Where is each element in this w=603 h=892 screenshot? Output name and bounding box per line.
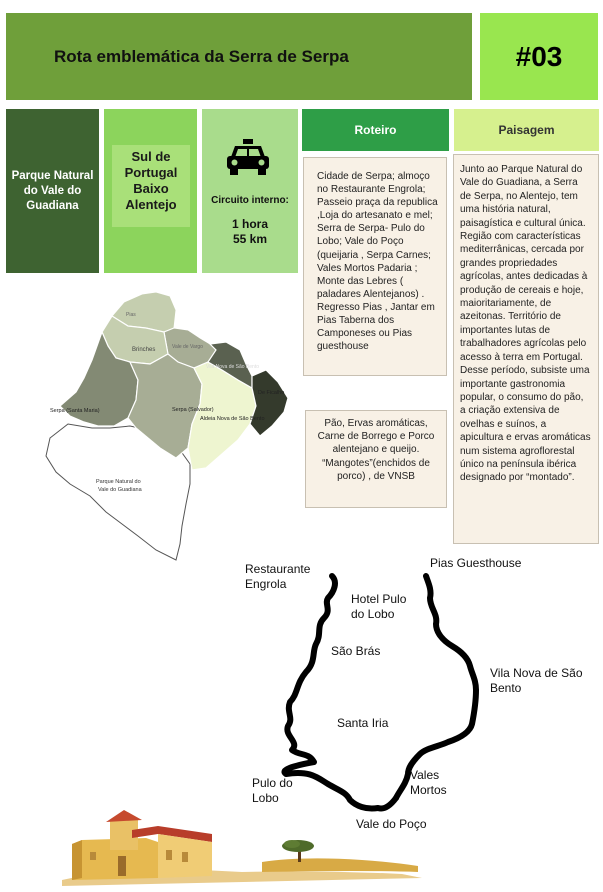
municipality-map xyxy=(40,288,305,563)
paisagem-heading-text: Paisagem xyxy=(498,123,555,137)
map-label-serpa-maria: Serpa (Santa Maria) xyxy=(50,408,100,414)
region-line: Portugal xyxy=(124,165,178,180)
stop-vila-nova xyxy=(490,666,583,696)
route-code: #03 xyxy=(515,40,563,72)
region-line: Sul de xyxy=(131,149,171,164)
roteiro-heading xyxy=(302,109,449,151)
region-label xyxy=(112,145,190,227)
region-line: Alentejo xyxy=(125,197,177,212)
map-label-park-line1: Parque Natural do xyxy=(96,479,141,485)
field xyxy=(262,858,418,872)
roteiro-heading-text: Roteiro xyxy=(354,123,397,137)
circuit-distance: 55 km xyxy=(232,232,268,246)
circuit-time xyxy=(202,217,298,247)
page-title: Rota emblemática da Serra de Serpa xyxy=(54,46,349,66)
stop-hotel xyxy=(351,592,406,622)
stop-label: Vila Nova de São xyxy=(490,666,583,680)
stop-label: Pulo do xyxy=(252,776,293,790)
farmhouse-illustration xyxy=(62,800,422,888)
stop-label: Vales xyxy=(410,768,440,782)
stop-restaurante xyxy=(245,562,310,592)
map-label-vila-nova: Vila Nova de São Bento xyxy=(206,364,260,370)
title-banner xyxy=(6,13,472,100)
food-text: Pão, Ervas aromáticas, Carne de Borrego e Porco alentejano e queijo. “Mangotes”(enchidos de porco) , de VNSB xyxy=(305,410,447,508)
map-label-aldeia-nova: Aldeia Nova de São Bento xyxy=(200,416,265,422)
route-code-banner xyxy=(480,13,598,100)
map-label-serpa-salvador: Serpa (Salvador) xyxy=(172,407,214,413)
stop-vale-poco: Vale do Poço xyxy=(356,817,427,831)
park-card xyxy=(6,109,99,273)
paisagem-heading xyxy=(454,109,599,151)
stop-label: Engrola xyxy=(245,577,287,591)
paisagem-text: Junto ao Parque Natural do Vale do Guadiana, a Serra de Serpa, no Alentejo, tem uma história natural, paisagística e cultural única. Região com características mediterrânicas, cercada por grandes propriedades agrícolas, antes dedicadas à produção de cereais e hoje, maioritariamente, de azeitonas. Território de importantes lutas de trabalhadores agrícolas pelo acesso à terra em Portugal. Desse período, subsiste uma importante gastronomia popular, o consumo do pão, a criação extensiva de ovelhas e suínos, a apicultura e ervas aromáticas num sistema agroflorestal único na península ibérica designado por “montado”. xyxy=(453,154,599,544)
roteiro-text: Cidade de Serpa; almoço no Restaurante Engrola; Passeio praça da republica ,Loja do artesanato e mel; Serra de Serpa- Pulo do Lobo; Vale do Poço (queijaria , Serpa Carnes; Vales Mortos Padaria ; Monte das Lebres ( paladares Alentejanos) . Regresso Pias , Jantar em Pias Taberna dos Camponeses ou Pias guesthouse xyxy=(303,157,447,376)
map-label-pias: Pias xyxy=(126,312,136,318)
stop-vales-mortos xyxy=(410,768,447,798)
stop-label: Restaurante xyxy=(245,562,311,576)
region-line: Baixo xyxy=(133,181,169,196)
map-label-vale-vargo: Vale de Vargo xyxy=(172,344,203,350)
stop-label: do Lobo xyxy=(351,607,395,621)
circuit-duration: 1 hora xyxy=(231,217,268,231)
circuit-label: Circuito interno: xyxy=(211,195,289,206)
stop-pias-guesthouse: Pias Guesthouse xyxy=(430,556,522,570)
stop-label: Lobo xyxy=(252,791,279,805)
map-label-park-line2: Vale do Guadiana xyxy=(98,487,142,493)
map-label-ficalho: De Ficalho xyxy=(258,390,285,396)
route-path-east xyxy=(396,576,476,798)
map-label-brinches: Brinches xyxy=(132,347,156,353)
taxi-car-icon xyxy=(226,137,270,177)
circuit-card xyxy=(202,109,298,273)
stop-label: Hotel Pulo xyxy=(351,592,407,606)
stop-label: Bento xyxy=(490,681,522,695)
stop-santa-iria: Santa Iria xyxy=(337,716,389,730)
farmhouse-icon xyxy=(72,810,212,880)
park-name: Parque Natural do Vale do Guadiana xyxy=(11,169,94,212)
stop-label: Mortos xyxy=(410,783,447,797)
stop-sao-bras: São Brás xyxy=(331,644,381,658)
region-card xyxy=(104,109,197,273)
map-region-ficalho xyxy=(250,370,288,436)
